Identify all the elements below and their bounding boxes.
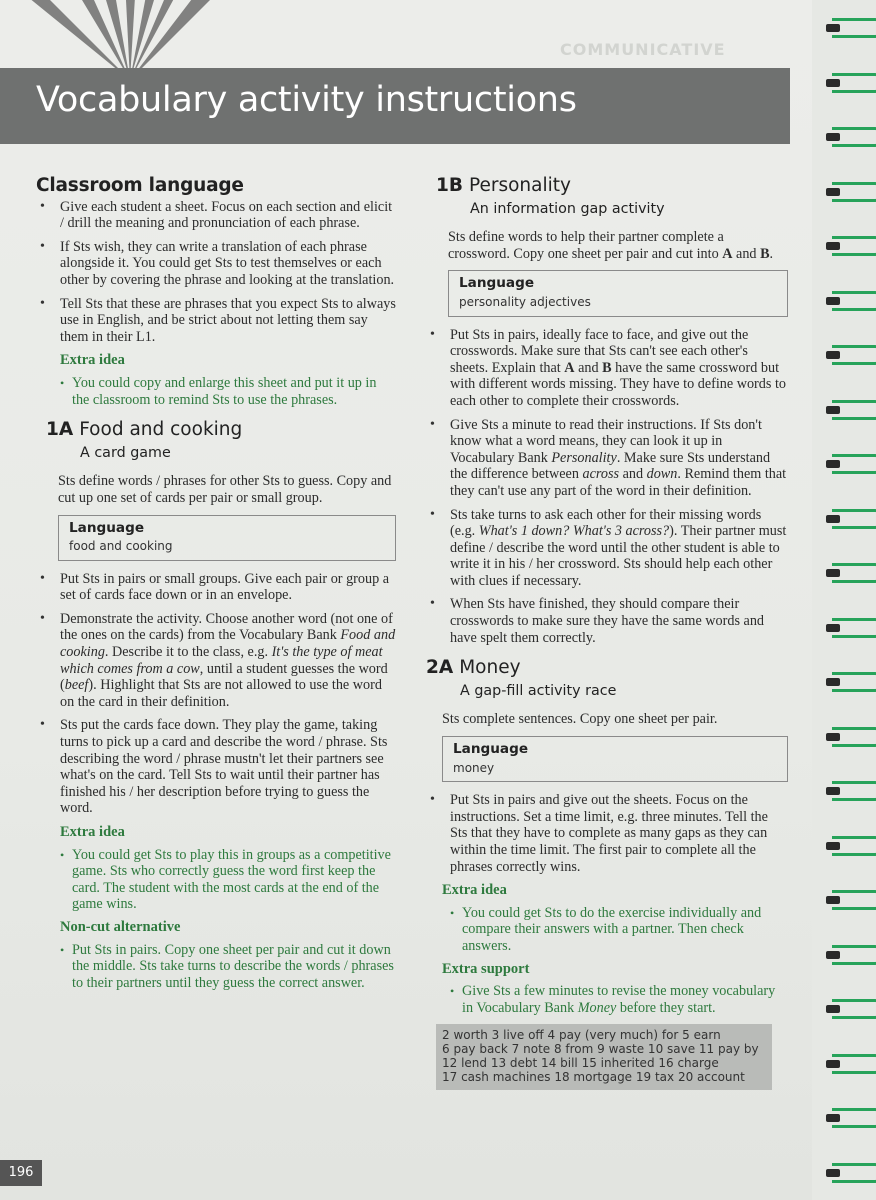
language-box	[442, 736, 788, 782]
unit-1a	[36, 419, 396, 461]
unit-number: 1B	[436, 175, 463, 196]
non-cut-heading: Non-cut alternative	[60, 918, 181, 935]
list-item: • If Sts wish, they can write a translation of each phrase alongside it. You could get Sts to test themselves or each other by covering the phrase and looking at the translation.	[36, 239, 396, 289]
list-item: • You could get Sts to do the exercise individually and compare their answers with a partner. Then check answers.	[426, 905, 788, 955]
language-label: Language	[69, 519, 145, 536]
spiral-coil	[826, 8, 876, 44]
binding-wire	[832, 509, 876, 529]
extra-idea-list	[426, 905, 788, 955]
text: ). Their partner must define / describe the word until the other student is able to write it in his / her crossword. Sts should help each other with clues if necessary.	[450, 523, 787, 589]
italic-text: Money	[577, 999, 617, 1016]
spiral-coil	[826, 935, 876, 971]
spiral-coil	[826, 335, 876, 371]
unit-1b-bullets	[426, 327, 788, 647]
language-value: food and cooking	[69, 539, 173, 554]
unit-1b	[426, 175, 788, 217]
text: Demonstrate the activity. Choose another word (not one of the ones on the cards) from the Vocabulary Bank	[60, 610, 393, 644]
binding-wire	[832, 18, 876, 38]
spiral-coil	[826, 281, 876, 317]
spiral-binding	[812, 0, 876, 1200]
text: Sts define words to help their partner complete a crossword. Copy one sheet per pair and cut into	[448, 229, 724, 262]
language-label: Language	[453, 741, 529, 758]
extra-idea-list	[36, 375, 396, 408]
list-item: • Sts put the cards face down. They play the game, taking turns to pick up a card and describe the word / phrase. Sts describing the word / phrase mustn't let their partners see what's on the card. Tell Sts to wait until their partner has finished his / her description before trying to guess the word.	[36, 717, 396, 817]
classroom-language-heading: Classroom language	[36, 175, 244, 196]
spiral-coil	[826, 117, 876, 153]
text: Put Sts in pairs, ideally face to face, and give out the crosswords. Make sure that Sts can't see each other's sheets. Explain that	[450, 326, 749, 376]
classroom-bullets	[36, 199, 396, 346]
spiral-coil	[826, 771, 876, 807]
unit-title: Personality	[468, 175, 571, 196]
spiral-coil	[826, 172, 876, 208]
language-box	[448, 270, 788, 316]
unit-heading	[46, 419, 396, 441]
answer-key	[436, 1024, 772, 1090]
language-box	[58, 515, 396, 561]
right-column	[426, 175, 788, 1090]
unit-number: 2A	[426, 657, 454, 679]
list-item: • Put Sts in pairs and give out the sheets. Focus on the instructions. Set a time limit, e.g. three minutes. Tell the Sts that they have to complete as many gaps as they can within the time limit. The first pair to complete all the phrases correctly wins.	[426, 792, 788, 875]
spiral-coil	[826, 989, 876, 1025]
unit-1a-bullets	[36, 571, 396, 817]
answer-line: 12 lend 13 debt 14 bill 15 inherited 16 charge	[442, 1056, 719, 1071]
binding-wire	[832, 563, 876, 583]
spiral-coil	[826, 1098, 876, 1134]
unit-intro	[426, 229, 788, 262]
list-item: • Tell Sts that these are phrases that you expect Sts to always use in English, and be strict about not letting them say them in their L1.	[36, 296, 396, 346]
language-label: Language	[459, 275, 535, 292]
binding-wire	[832, 672, 876, 692]
extra-support-list	[426, 983, 788, 1016]
unit-intro: Sts define words / phrases for other Sts to guess. Copy and cut up one set of cards per pair or small group.	[58, 473, 392, 506]
italic-text: down	[646, 466, 678, 483]
spiral-coil	[826, 717, 876, 753]
list-item	[426, 417, 788, 500]
list-item	[36, 611, 396, 711]
spiral-coil	[826, 499, 876, 535]
binding-wire	[832, 73, 876, 93]
bold-text: A	[564, 359, 575, 376]
text: ). Highlight that Sts are not allowed to use the word on the card in their definition.	[60, 677, 382, 710]
binding-wire	[832, 236, 876, 256]
unit-2a-bullets	[426, 792, 788, 875]
text: before they start.	[616, 999, 716, 1016]
list-item: • Give each student a sheet. Focus on each section and elicit / drill the meaning and pronunciation of each phrase.	[36, 199, 396, 232]
spiral-coil	[826, 880, 876, 916]
list-item	[426, 983, 788, 1016]
list-item	[426, 507, 788, 590]
text: . Describe it to the class, e.g.	[104, 644, 272, 661]
binding-wire	[832, 291, 876, 311]
language-value: personality adjectives	[459, 294, 591, 309]
unit-subtitle: An information gap activity	[470, 200, 665, 217]
answer-line: 17 cash machines 18 mortgage 19 tax 20 account	[442, 1070, 745, 1085]
binding-wire	[832, 1108, 876, 1128]
answer-line: 2 worth 3 live off 4 pay (very much) for 5 earn	[442, 1028, 721, 1043]
spiral-coil	[826, 608, 876, 644]
text: and	[619, 466, 647, 483]
binding-wire	[832, 781, 876, 801]
text: Give Sts a minute to read their instructions. If Sts don't know what a word means, they can look it up in Vocabulary Bank	[450, 416, 762, 466]
text: . Remind them that they can't use any part of the word in their definition.	[450, 466, 787, 499]
spiral-coil	[826, 444, 876, 480]
list-item	[426, 327, 788, 410]
list-item: • Put Sts in pairs or small groups. Give each pair or group a set of cards face down or in an envelope.	[36, 571, 396, 604]
unit-title: Food and cooking	[79, 419, 243, 441]
italic-text: It's the type of meat which comes from a cow	[60, 644, 383, 677]
list-item: • You could copy and enlarge this sheet and put it up in the classroom to remind Sts to use the phrases.	[36, 375, 396, 408]
unit-title: Money	[459, 657, 521, 679]
unit-heading	[426, 657, 788, 679]
binding-wire	[832, 454, 876, 474]
spiral-coil	[826, 226, 876, 262]
text: and	[732, 245, 761, 262]
spiral-coil	[826, 390, 876, 426]
title-bar	[0, 68, 790, 144]
binding-wire	[832, 945, 876, 965]
non-cut-list	[36, 942, 396, 992]
italic-text: What's 1 down? What's 3 across?	[478, 523, 670, 540]
spiral-coil	[826, 63, 876, 99]
text: .	[769, 245, 774, 262]
binding-wire	[832, 727, 876, 747]
spiral-coil	[826, 826, 876, 862]
unit-heading	[436, 175, 788, 196]
italic-text: across	[582, 466, 620, 483]
italic-text: Personality	[551, 449, 617, 466]
list-item: • When Sts have finished, they should compare their crosswords to make sure they have the same words and have spelt them correctly.	[426, 596, 788, 646]
binding-wire	[832, 999, 876, 1019]
text: have the same crossword but with different words missing. They have to define words to each other to complete their crosswords.	[450, 359, 786, 409]
extra-idea-heading: Extra idea	[60, 824, 125, 840]
binding-wire	[832, 127, 876, 147]
binding-wire	[832, 1054, 876, 1074]
italic-text: Food and cooking	[60, 627, 396, 661]
unit-intro: Sts complete sentences. Copy one sheet per pair.	[442, 711, 718, 728]
spiral-coil	[826, 1153, 876, 1189]
binding-wire	[832, 1163, 876, 1183]
binding-wire	[832, 400, 876, 420]
list-item: • Put Sts in pairs. Copy one sheet per pair and cut it down the middle. Sts take turns to describe the words / phrases to their partners until they guess the correct answer.	[36, 942, 396, 992]
extra-support-heading: Extra support	[442, 960, 530, 977]
text: . Make sure Sts understand the difference between	[450, 449, 771, 483]
italic-text: beef	[64, 677, 89, 694]
text: , until a student guesses the word (	[60, 660, 388, 694]
spiral-coil	[826, 553, 876, 589]
list-item: • You could get Sts to play this in groups as a competitive game. Sts who correctly guess the word first keep the card. The student with the most cards at the end of the game wins.	[36, 847, 396, 913]
binding-wire	[832, 182, 876, 202]
spiral-coil	[826, 1044, 876, 1080]
page-number: 196	[0, 1160, 42, 1186]
language-value: money	[453, 760, 495, 775]
bold-text: A	[722, 245, 733, 262]
bold-text: B	[760, 245, 770, 262]
binding-wire	[832, 618, 876, 638]
extra-idea-list	[36, 847, 396, 913]
binding-wire	[832, 345, 876, 365]
answer-line: 6 pay back 7 note 8 from 9 waste 10 save 11 pay by	[442, 1042, 759, 1057]
ghost-header-text: COMMUNICATIVE	[560, 40, 726, 59]
unit-subtitle: A card game	[80, 444, 171, 461]
unit-number: 1A	[46, 419, 74, 441]
unit-2a	[426, 657, 788, 699]
bold-text: B	[602, 359, 612, 376]
text: and	[574, 359, 603, 376]
spiral-coil	[826, 662, 876, 698]
extra-idea-heading: Extra idea	[442, 882, 507, 899]
extra-idea-heading: Extra idea	[60, 352, 125, 369]
binding-wire	[832, 890, 876, 910]
unit-subtitle: A gap-fill activity race	[460, 682, 617, 699]
text: Sts take turns to ask each other for their missing words (e.g.	[450, 506, 762, 540]
text: Give Sts a few minutes to revise the money vocabulary in Vocabulary Bank	[462, 983, 776, 1016]
left-column	[36, 175, 396, 997]
binding-wire	[832, 836, 876, 856]
page-title: Vocabulary activity instructions	[36, 80, 577, 120]
